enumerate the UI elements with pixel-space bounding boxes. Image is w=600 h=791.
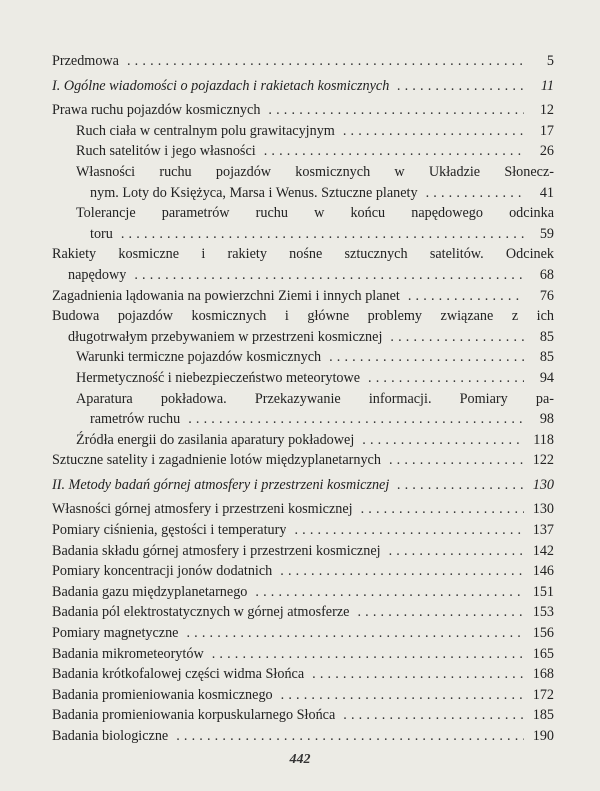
toc-entry-title: rametrów ruchu	[90, 411, 181, 428]
toc-entry	[52, 100, 554, 121]
dot-leader	[397, 76, 524, 97]
dot-leader	[312, 664, 524, 685]
toc-entry-title: Warunki termiczne pojazdów kosmicznych	[76, 349, 322, 366]
toc-entry-title: Pomiary koncentracji jonów dodatnich	[52, 563, 273, 580]
toc-entry-title: nym. Loty do Księżyca, Marsa i Wenus. Sztuczne planety	[90, 184, 418, 201]
dot-leader	[343, 121, 524, 142]
toc-entry-page: 76	[539, 287, 554, 304]
toc-entry	[52, 499, 554, 520]
toc-entry	[52, 705, 554, 726]
toc-entry-page: 98	[539, 411, 554, 428]
toc-entry-title: Pomiary magnetyczne	[52, 625, 179, 642]
toc-entry-page: 185	[532, 707, 554, 724]
toc-entry-page: 153	[532, 604, 554, 621]
dot-leader	[280, 561, 524, 582]
dot-leader	[281, 685, 524, 706]
toc-entry-title: Badania składu górnej atmosfery i przestrzeni kosmicznej	[52, 542, 381, 559]
dot-leader	[329, 347, 524, 368]
toc-entry-continued	[52, 327, 554, 348]
toc-entry-page: 146	[532, 563, 554, 580]
toc-subentry	[52, 141, 554, 162]
toc-entry	[52, 520, 554, 541]
toc-subentry	[52, 430, 554, 451]
toc-subentry	[52, 121, 554, 142]
toc-entry	[52, 623, 554, 644]
toc-entry-title: Przedmowa	[52, 53, 119, 69]
toc-entry	[52, 306, 554, 327]
toc-entry-title: napędowy	[68, 266, 127, 283]
dot-leader	[357, 602, 524, 623]
toc-entry	[52, 644, 554, 665]
toc-entry-page: 17	[539, 122, 554, 139]
toc-entry-title: Własności ruchu pojazdów kosmicznych w Układzie Słonecz-	[76, 163, 554, 180]
toc-subentry	[52, 162, 554, 183]
toc-entry-title: Badania biologiczne	[52, 728, 169, 744]
toc-entry-title: Zagadnienia lądowania na powierzchni Ziemi i innych planet	[52, 287, 400, 304]
dot-leader	[127, 51, 524, 72]
dot-leader	[176, 726, 524, 747]
toc-entry-title: Budowa pojazdów kosmicznych i główne problemy związane z ich	[52, 308, 554, 325]
dot-leader	[389, 450, 524, 471]
toc-entry-title: Badania pól elektrostatycznych w górnej atmosferze	[52, 604, 350, 621]
toc-entry-title: Badania mikrometeorytów	[52, 645, 204, 662]
toc-entry-title: Własności górnej atmosfery i przestrzeni kosmicznej	[52, 501, 353, 518]
toc-entry-title: Badania promieniowania korpuskularnego Słońca	[52, 707, 336, 724]
toc-entry-page: 130	[532, 476, 554, 493]
toc-entry-title: I. Ogólne wiadomości o pojazdach i rakietach kosmicznych	[52, 77, 390, 94]
dot-leader	[368, 368, 524, 389]
dot-leader	[397, 475, 524, 496]
toc-entry-page: 130	[532, 501, 554, 518]
toc-entry	[52, 561, 554, 582]
toc-entry-continued	[52, 265, 554, 286]
dot-leader	[426, 183, 524, 204]
toc-entry-title: Sztuczne satelity i zagadnienie lotów międzyplanetarnych	[52, 452, 381, 469]
toc-entry-title: Ruch satelitów i jego własności	[76, 143, 256, 160]
toc-entry-page: 190	[532, 728, 554, 744]
toc-entry-page: 5	[546, 53, 554, 69]
table-of-contents	[52, 51, 554, 747]
toc-entry-page: 59	[539, 225, 554, 242]
toc-entry-page: 137	[532, 522, 554, 539]
dot-leader	[390, 327, 524, 348]
toc-entry	[52, 286, 554, 307]
toc-chapter-1	[52, 76, 554, 97]
toc-entry-page: 41	[539, 184, 554, 201]
toc-entry-title: Aparatura pokładowa. Przekazywanie informacji. Pomiary pa-	[76, 390, 554, 407]
toc-entry-title: Badania promieniowania kosmicznego	[52, 686, 273, 703]
toc-entry-page: 165	[532, 645, 554, 662]
toc-entry-page: 26	[539, 143, 554, 160]
toc-entry-page: 68	[539, 266, 554, 283]
page-number: 442	[289, 752, 311, 767]
toc-entry-title: Prawa ruchu pojazdów kosmicznych	[52, 102, 261, 119]
toc-entry-title: Źródła energii do zasilania aparatury pokładowej	[76, 431, 355, 448]
toc-entry-title: Badania gazu międzyplanetarnego	[52, 583, 248, 600]
toc-entry-title: toru	[90, 225, 113, 242]
toc-entry-page: 118	[533, 431, 554, 448]
toc-entry-title: Ruch ciała w centralnym polu grawitacyjnym	[76, 122, 335, 139]
dot-leader	[255, 582, 524, 603]
dot-leader	[188, 409, 524, 430]
toc-subentry-continued	[52, 224, 554, 245]
dot-leader	[212, 644, 524, 665]
toc-entry-page: 151	[532, 583, 554, 600]
toc-entry	[52, 726, 554, 747]
toc-entry	[52, 450, 554, 471]
toc-entry-page: 85	[539, 349, 554, 366]
toc-entry-title: Badania krótkofalowej części widma Słońca	[52, 666, 305, 683]
dot-leader	[264, 141, 524, 162]
toc-entry-page: 12	[539, 102, 554, 119]
toc-entry-page: 156	[532, 625, 554, 642]
toc-subentry	[52, 368, 554, 389]
dot-leader	[343, 705, 524, 726]
toc-entry-title: II. Metody badań górnej atmosfery i przestrzeni kosmicznej	[52, 476, 390, 493]
toc-entry-page: 122	[532, 452, 554, 469]
dot-leader	[294, 520, 524, 541]
toc-subentry	[52, 203, 554, 224]
toc-subentry	[52, 347, 554, 368]
dot-leader	[408, 286, 524, 307]
toc-entry	[52, 602, 554, 623]
toc-entry-title: Tolerancje parametrów ruchu w końcu napędowego odcinka	[76, 205, 554, 222]
dot-leader	[362, 430, 524, 451]
toc-chapter-2	[52, 475, 554, 496]
toc-entry	[52, 582, 554, 603]
toc-entry-page: 142	[532, 542, 554, 559]
toc-subentry-continued	[52, 409, 554, 430]
dot-leader	[121, 224, 524, 245]
dot-leader	[389, 541, 524, 562]
toc-entry-page: 94	[539, 369, 554, 386]
dot-leader	[361, 499, 524, 520]
toc-entry-page: 85	[539, 328, 554, 345]
dot-leader	[134, 265, 524, 286]
toc-entry-page: 168	[532, 666, 554, 683]
toc-entry-title: Pomiary ciśnienia, gęstości i temperatury	[52, 522, 287, 539]
toc-entry-title: Rakiety kosmiczne i rakiety nośne sztucznych satelitów. Odcinek	[52, 246, 554, 263]
toc-subentry-continued	[52, 183, 554, 204]
toc-entry-page: 172	[532, 686, 554, 703]
toc-entry	[52, 685, 554, 706]
dot-leader	[268, 100, 524, 121]
toc-entry-title: Hermetyczność i niebezpieczeństwo meteorytowe	[76, 369, 361, 386]
toc-entry	[52, 664, 554, 685]
toc-subentry	[52, 389, 554, 410]
toc-entry	[52, 541, 554, 562]
dot-leader	[186, 623, 524, 644]
toc-entry	[52, 244, 554, 265]
toc-entry-title: długotrwałym przebywaniem w przestrzeni kosmicznej	[68, 328, 383, 345]
toc-entry-page: 11	[540, 77, 554, 94]
toc-entry-przedmowa	[52, 51, 554, 72]
